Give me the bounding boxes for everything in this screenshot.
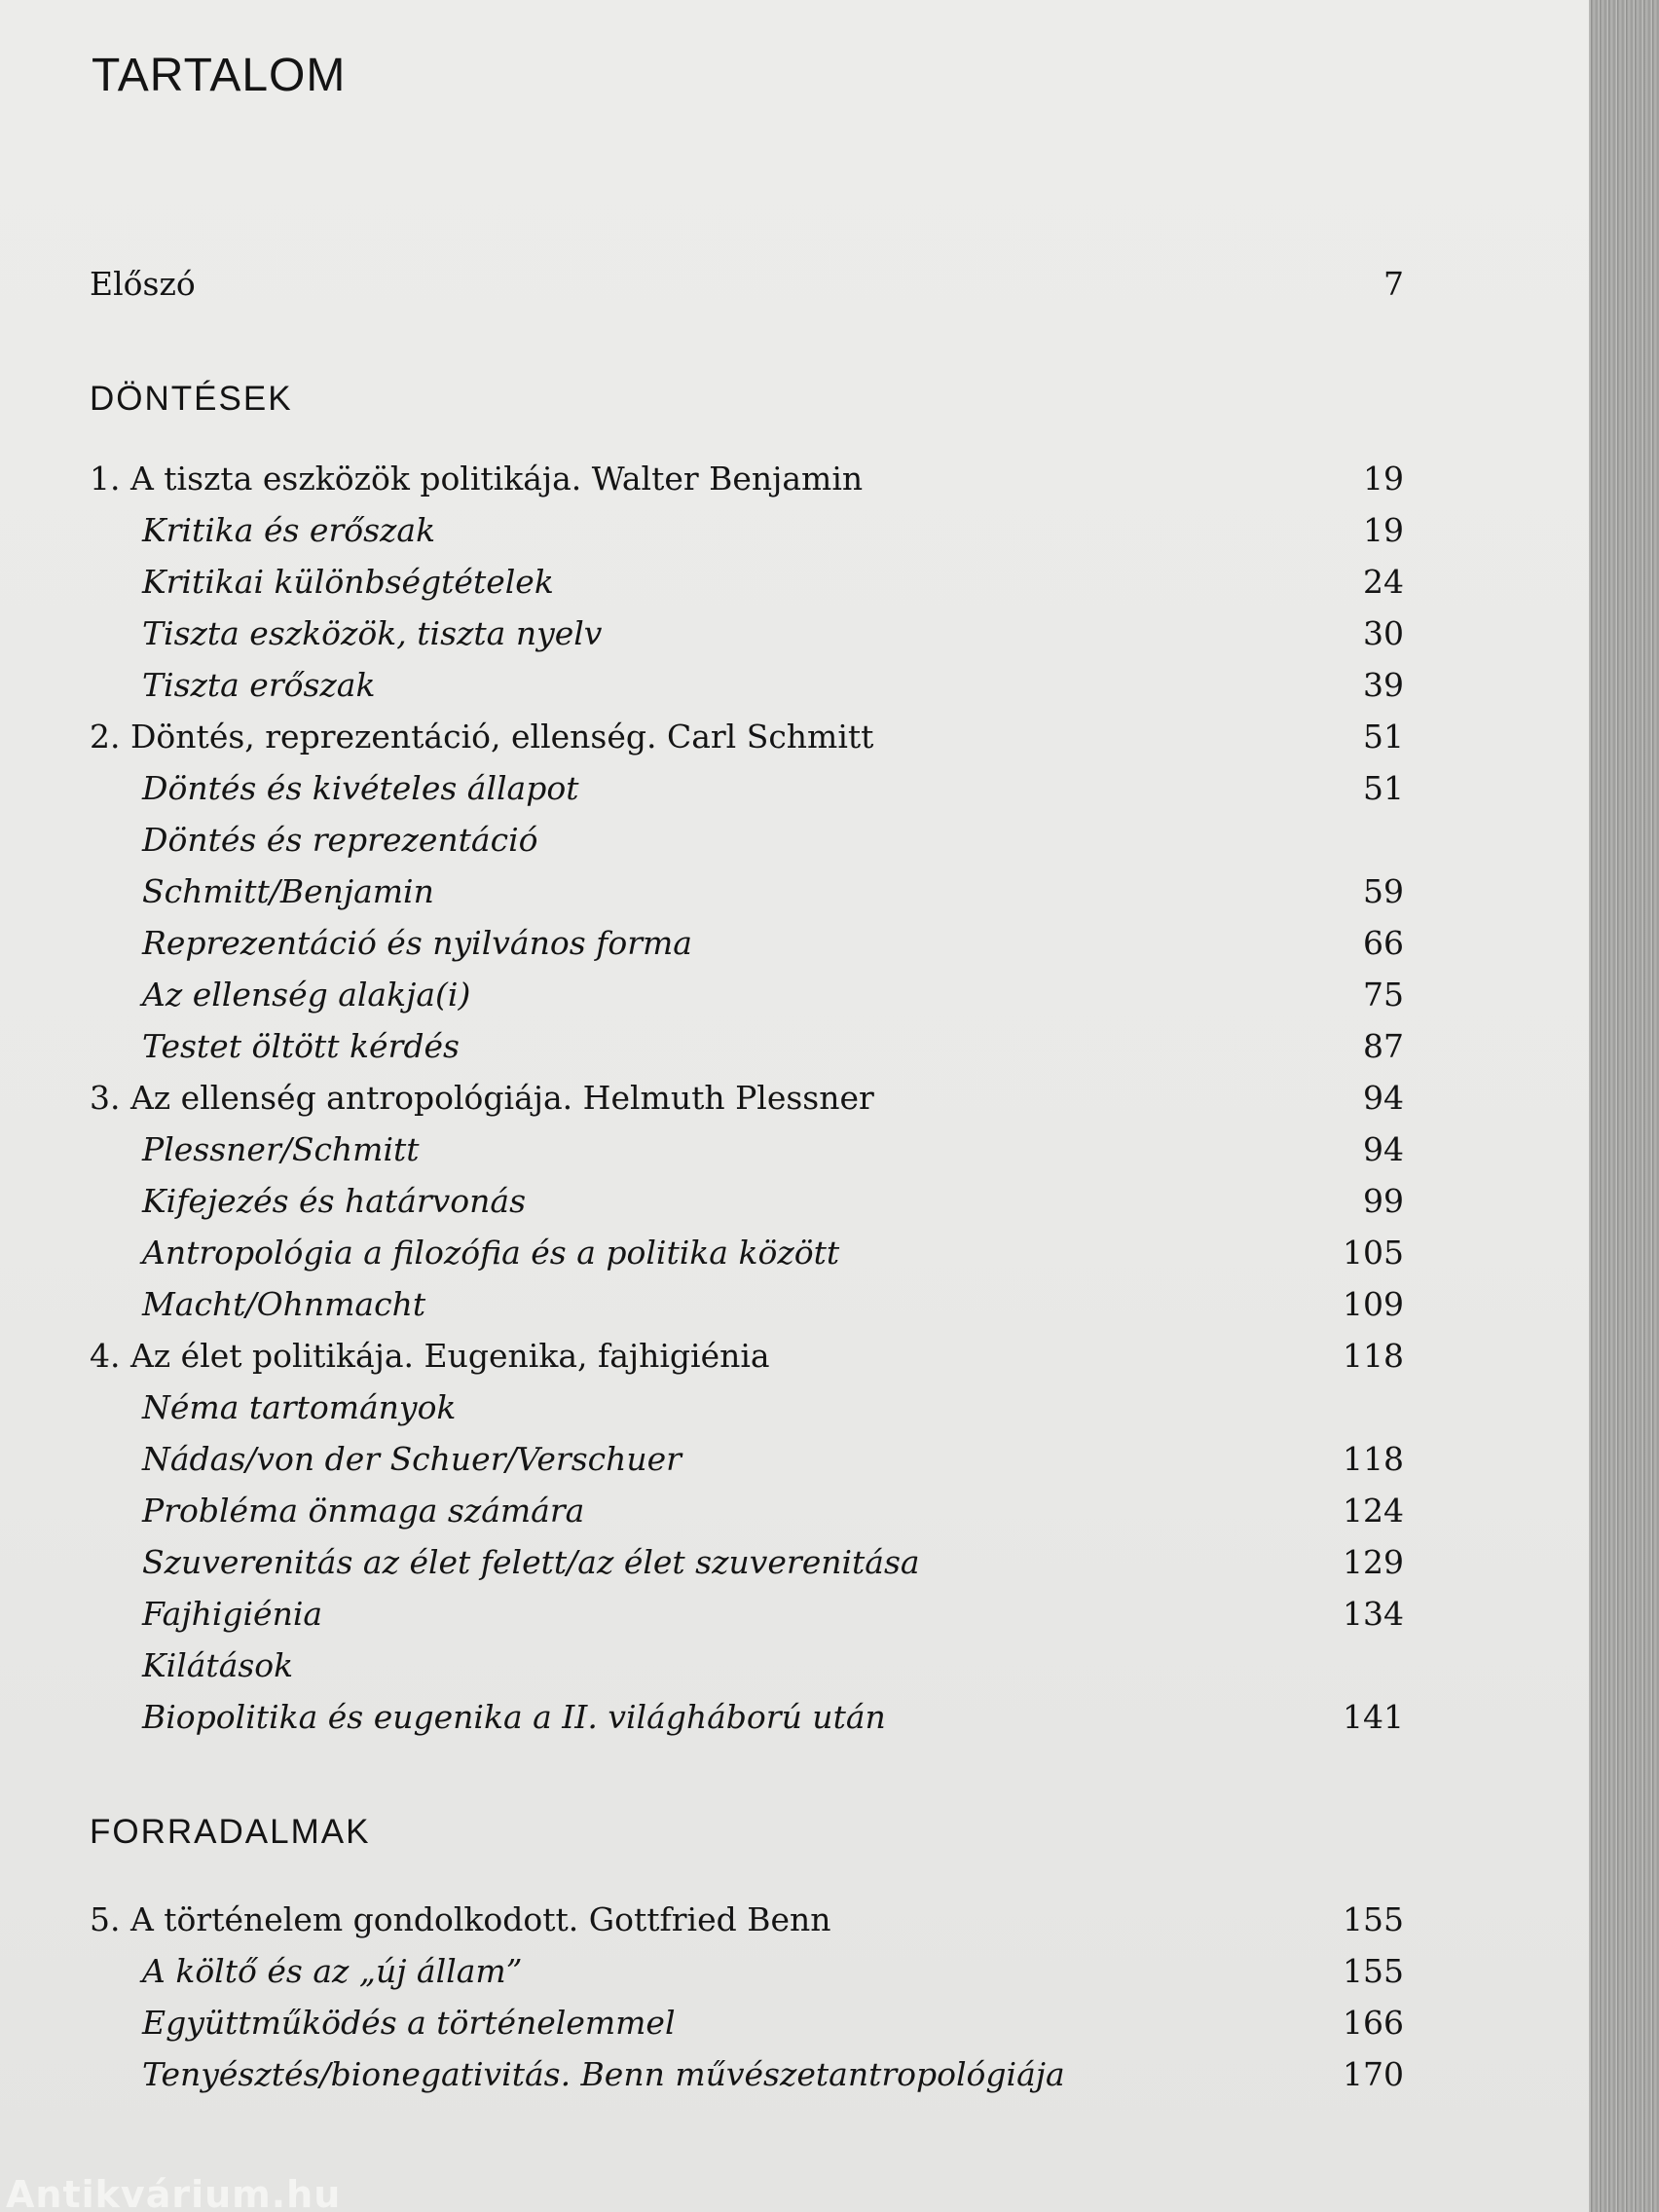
toc-entry-label: Tiszta erőszak <box>142 666 376 704</box>
toc-page-number: 94 <box>1363 1130 1404 1168</box>
page-title: TARTALOM <box>92 50 347 101</box>
toc-entry-label: Kilátások <box>142 1646 294 1684</box>
toc-entry-label: Biopolitika és eugenika a II. világháború után <box>142 1698 886 1736</box>
toc-entry-label: Nádas/von der Schuer/Verschuer <box>142 1440 682 1478</box>
toc-page-number: 30 <box>1363 614 1404 652</box>
section-heading-revolutions: FORRADALMAK <box>90 1813 371 1851</box>
toc-subentry <box>90 974 1404 1016</box>
toc-entry-label: Döntés és reprezentáció <box>142 821 538 859</box>
toc-entry-label: Együttműködés a történelemmel <box>142 2004 676 2042</box>
toc-chapter <box>90 1335 1404 1378</box>
toc-entry-label: Fajhigiénia <box>142 1595 323 1633</box>
toc-page-number: 99 <box>1363 1182 1404 1220</box>
toc-page-number: 155 <box>1343 1900 1404 1938</box>
toc-entry-label: Testet öltött kérdés <box>142 1027 460 1065</box>
toc-entry-label: Plessner/Schmitt <box>142 1130 420 1168</box>
toc-entry-label: Macht/Ohnmacht <box>142 1285 426 1323</box>
toc-entry-label: 3. Az ellenség antropológiája. Helmuth Plessner <box>90 1079 874 1117</box>
toc-entry-label: Előszó <box>90 265 196 303</box>
toc-page-number: 19 <box>1363 460 1404 498</box>
toc-chapter <box>90 716 1404 758</box>
watermark-text: Antikvárium.hu <box>6 2177 342 2212</box>
toc-page-number: 94 <box>1363 1079 1404 1117</box>
toc-page-number: 19 <box>1363 511 1404 549</box>
toc-page-number: 118 <box>1343 1440 1404 1478</box>
toc-subentry <box>90 1950 1404 1993</box>
toc-subentry <box>90 1696 1404 1739</box>
toc-subentry <box>90 509 1404 552</box>
toc-subentry <box>90 1025 1404 1068</box>
toc-entry-label: Antropológia a filozófia és a politika között <box>142 1234 840 1272</box>
toc-page-number: 129 <box>1343 1543 1404 1581</box>
toc-page-number: 155 <box>1343 1952 1404 1990</box>
toc-subentry <box>90 1180 1404 1223</box>
toc-subentry <box>90 819 1404 862</box>
toc-page-number: 75 <box>1363 976 1404 1014</box>
toc-entry-label: Tiszta eszközök, tiszta nyelv <box>142 614 603 652</box>
toc-entry-label: Kritikai különbségtételek <box>142 563 554 601</box>
toc-page-number: 66 <box>1363 924 1404 962</box>
toc-entry-label: Kifejezés és határvonás <box>142 1182 527 1220</box>
toc-page-number: 141 <box>1343 1698 1404 1736</box>
toc-subentry <box>90 561 1404 604</box>
toc-page-number: 118 <box>1343 1337 1404 1375</box>
toc-page-number: 51 <box>1363 718 1404 756</box>
toc-chapter <box>90 1077 1404 1120</box>
toc-page-number: 51 <box>1363 769 1404 807</box>
toc-entry-label: A költő és az „új állam” <box>142 1952 523 1990</box>
toc-entry-label: Reprezentáció és nyilvános forma <box>142 924 692 962</box>
toc-subentry <box>90 870 1404 913</box>
toc-entry-label: 4. Az élet politikája. Eugenika, fajhigiénia <box>90 1337 770 1375</box>
toc-page-number: 170 <box>1343 2055 1404 2093</box>
toc-subentry <box>90 1490 1404 1532</box>
toc-entry-label: 5. A történelem gondolkodott. Gottfried Benn <box>90 1900 831 1938</box>
toc-subentry <box>90 612 1404 655</box>
toc-entry-label: Döntés és kivételes állapot <box>142 769 579 807</box>
toc-chapter <box>90 1899 1404 1941</box>
toc-entry-label: Schmitt/Benjamin <box>142 872 434 910</box>
toc-entry-preface <box>90 263 1404 306</box>
toc-entry-label: 1. A tiszta eszközök politikája. Walter Benjamin <box>90 460 864 498</box>
toc-entry-label: Kritika és erőszak <box>142 511 436 549</box>
toc-page-number: 24 <box>1363 563 1404 601</box>
toc-page-number: 166 <box>1343 2004 1404 2042</box>
toc-subentry <box>90 1593 1404 1636</box>
toc-subentry <box>90 1283 1404 1326</box>
toc-entry-label: Néma tartományok <box>142 1388 457 1426</box>
toc-page-number: 39 <box>1363 666 1404 704</box>
toc-entry-label: Probléma önmaga számára <box>142 1492 585 1530</box>
toc-subentry <box>90 1541 1404 1584</box>
toc-subentry <box>90 767 1404 810</box>
toc-page-number: 134 <box>1343 1595 1404 1633</box>
toc-subentry <box>90 2002 1404 2045</box>
toc-page-number: 105 <box>1343 1234 1404 1272</box>
toc-subentry <box>90 1438 1404 1481</box>
toc-page-number: 124 <box>1343 1492 1404 1530</box>
toc-subentry <box>90 1128 1404 1171</box>
toc-page-number: 7 <box>1383 265 1404 303</box>
toc-subentry <box>90 664 1404 707</box>
toc-page-number: 109 <box>1343 1285 1404 1323</box>
toc-entry-label: 2. Döntés, reprezentáció, ellenség. Carl Schmitt <box>90 718 874 756</box>
toc-subentry <box>90 2053 1404 2096</box>
toc-page-number: 59 <box>1363 872 1404 910</box>
toc-subentry <box>90 1644 1404 1687</box>
toc-subentry <box>90 1386 1404 1429</box>
toc-entry-label: Tenyésztés/bionegativitás. Benn művészetantropológiája <box>142 2055 1065 2093</box>
toc-entry-label: Az ellenség alakja(i) <box>142 976 471 1014</box>
toc-chapter <box>90 458 1404 500</box>
toc-entry-label: Szuverenitás az élet felett/az élet szuverenitása <box>142 1543 920 1581</box>
toc-page-number: 87 <box>1363 1027 1404 1065</box>
section-heading-decisions: DÖNTÉSEK <box>90 380 293 418</box>
toc-subentry <box>90 1232 1404 1274</box>
book-page-edges <box>1589 0 1659 2212</box>
toc-subentry <box>90 922 1404 965</box>
